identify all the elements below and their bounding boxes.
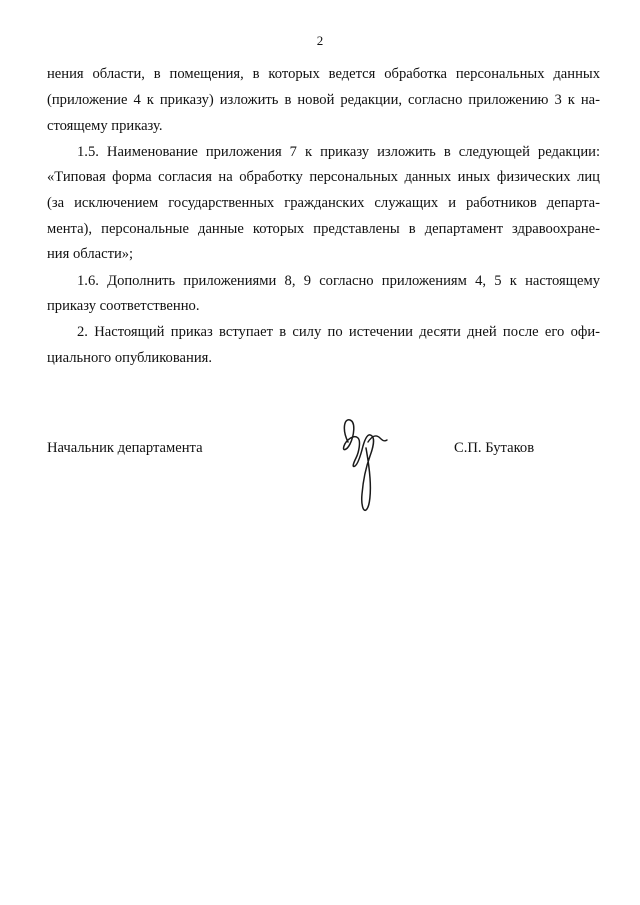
text-line: мента), персональные данные которых представлены в департамент здравоохране- (47, 221, 600, 237)
handwritten-signature (330, 412, 390, 517)
text-line: 1.5. Наименование приложения 7 к приказу изложить в следующей редакции: (77, 144, 600, 160)
signatory-name: С.П. Бутаков (454, 440, 535, 456)
text-line: 1.6. Дополнить приложениями 8, 9 согласно приложениям 4, 5 к настоящему (77, 273, 600, 289)
text-line: циального опубликования. (47, 350, 213, 366)
text-line: нения области, в помещения, в которых ведется обработка персональных данных (47, 66, 600, 82)
text-line: ния области»; (47, 246, 134, 262)
text-line: (за исключением государственных гражданских служащих и работников департа- (47, 195, 600, 211)
text-line: приказу соответственно. (47, 298, 200, 314)
text-line: стоящему приказу. (47, 118, 163, 134)
signatory-title: Начальник департамента (47, 440, 203, 456)
text-line: «Типовая форма согласия на обработку персональных данных иных физических лиц (47, 169, 600, 185)
text-line: (приложение 4 к приказу) изложить в новой редакции, согласно приложению 3 к на- (47, 92, 600, 108)
page-number: 2 (316, 33, 324, 48)
text-line: 2. Настоящий приказ вступает в силу по истечении десяти дней после его офи- (77, 324, 600, 340)
